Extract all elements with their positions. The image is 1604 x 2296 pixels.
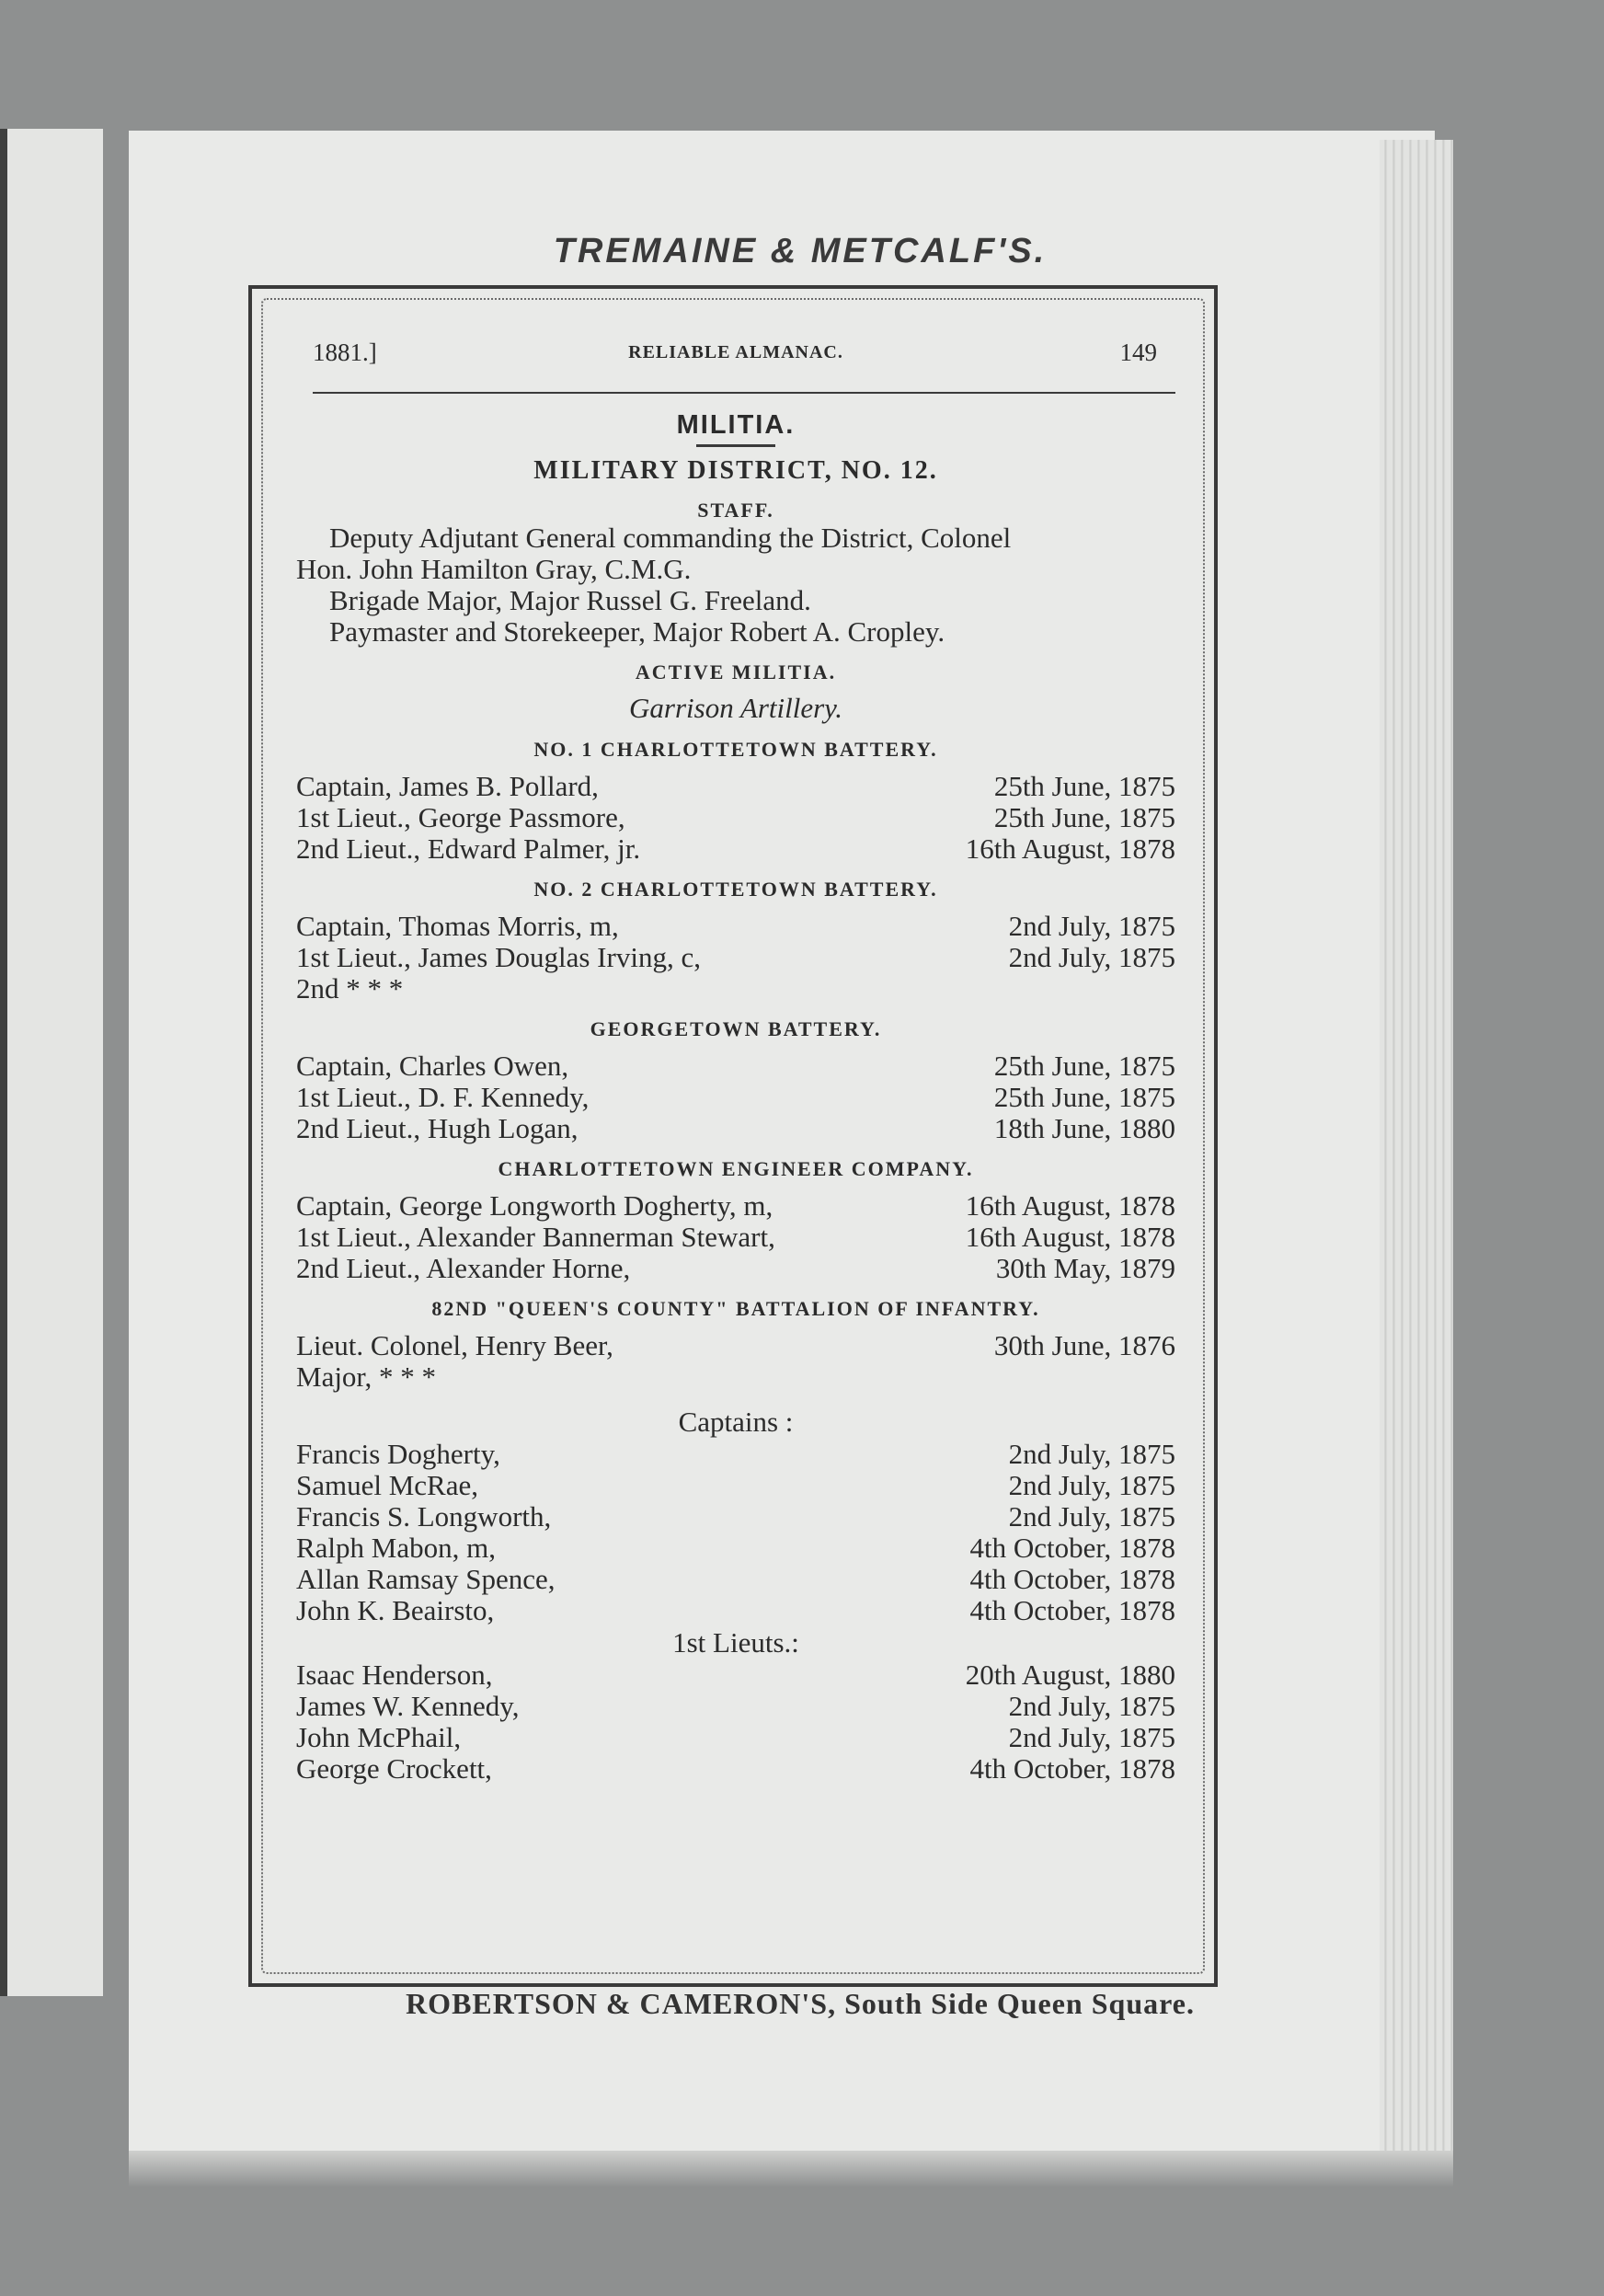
running-head-rule bbox=[313, 392, 1175, 394]
officer-name: 2nd Lieut., Hugh Logan, bbox=[296, 1112, 579, 1144]
staff-block bbox=[296, 522, 1175, 648]
officer-name: Francis S. Longworth, bbox=[296, 1500, 552, 1533]
captains-heading: Captains : bbox=[678, 1406, 794, 1438]
roster-row bbox=[296, 1659, 1175, 1691]
officer-name: Captain, George Longworth Dogherty, m, bbox=[296, 1189, 773, 1222]
units-list bbox=[296, 738, 1175, 1393]
commission-date: 16th August, 1878 bbox=[965, 832, 1175, 865]
officer-name: Allan Ramsay Spence, bbox=[296, 1563, 556, 1595]
unit-section bbox=[296, 1297, 1175, 1393]
roster-row bbox=[296, 1222, 1175, 1253]
roster-row bbox=[296, 973, 1175, 1004]
officer-name: 1st Lieut., D. F. Kennedy, bbox=[296, 1081, 590, 1113]
commission-date: 25th June, 1875 bbox=[993, 770, 1175, 802]
commission-date: 25th June, 1875 bbox=[993, 1050, 1175, 1082]
roster-row bbox=[296, 911, 1175, 942]
unit-section bbox=[296, 738, 1175, 865]
roster-row bbox=[296, 1753, 1175, 1785]
roster-row bbox=[296, 1190, 1175, 1222]
roster-row bbox=[296, 1533, 1175, 1564]
first-lieuts-heading: 1st Lieuts.: bbox=[672, 1626, 799, 1659]
officer-name: 2nd * * * bbox=[296, 972, 404, 1004]
roster-row bbox=[296, 1361, 1175, 1393]
page-number: 149 bbox=[1119, 339, 1157, 366]
officer-name: John K. Beairsto, bbox=[296, 1594, 495, 1626]
commission-date: 4th October, 1878 bbox=[969, 1752, 1175, 1785]
staff-line: Paymaster and Storekeeper, Major Robert A. Cropley. bbox=[329, 615, 945, 648]
page-shadow bbox=[129, 2151, 1453, 2187]
roster-row bbox=[296, 1082, 1175, 1113]
advertisement-bottom: ROBERTSON & CAMERON'S, South Side Queen Square. bbox=[406, 1987, 1195, 2020]
officer-name: 1st Lieut., George Passmore, bbox=[296, 801, 625, 833]
first-lieuts-section bbox=[296, 1626, 1175, 1785]
roster-row bbox=[296, 1470, 1175, 1501]
facing-page bbox=[0, 129, 103, 1996]
roster-row bbox=[296, 833, 1175, 865]
commission-date: 25th June, 1875 bbox=[993, 801, 1175, 833]
commission-date: 30th May, 1879 bbox=[995, 1252, 1175, 1284]
roster-row bbox=[296, 1595, 1175, 1626]
roster-row bbox=[296, 1113, 1175, 1144]
officer-name: Lieut. Colonel, Henry Beer, bbox=[296, 1329, 613, 1361]
roster-row bbox=[296, 802, 1175, 833]
staff-line: Brigade Major, Major Russel G. Freeland. bbox=[329, 584, 811, 616]
officer-name: 2nd Lieut., Edward Palmer, jr. bbox=[296, 832, 641, 865]
commission-date: 4th October, 1878 bbox=[969, 1563, 1175, 1595]
officer-name: George Crockett, bbox=[296, 1752, 492, 1785]
running-head bbox=[296, 331, 1175, 377]
running-head-title: RELIABLE ALMANAC. bbox=[628, 342, 843, 362]
unit-heading: CHARLOTTETOWN ENGINEER COMPANY. bbox=[498, 1157, 974, 1180]
page-content bbox=[296, 331, 1175, 1932]
advertisement-top: TREMAINE & METCALF'S. bbox=[553, 232, 1048, 270]
officer-name: Captain, Charles Owen, bbox=[296, 1050, 569, 1082]
officer-name: Francis Dogherty, bbox=[296, 1438, 500, 1470]
staff-line: Hon. John Hamilton Gray, C.M.G. bbox=[296, 553, 692, 585]
commission-date: 2nd July, 1875 bbox=[1008, 941, 1175, 973]
roster-row bbox=[296, 1050, 1175, 1082]
commission-date: 4th October, 1878 bbox=[969, 1594, 1175, 1626]
officer-name: 1st Lieut., Alexander Bannerman Stewart, bbox=[296, 1221, 775, 1253]
commission-date: 2nd July, 1875 bbox=[1008, 910, 1175, 942]
district-heading: MILITARY DISTRICT, NO. 12. bbox=[533, 456, 938, 485]
commission-date: 2nd July, 1875 bbox=[1008, 1500, 1175, 1533]
captains-section bbox=[296, 1406, 1175, 1626]
officer-name: Captain, James B. Pollard, bbox=[296, 770, 599, 802]
roster-row bbox=[296, 771, 1175, 802]
unit-section bbox=[296, 878, 1175, 1004]
unit-heading: NO. 1 CHARLOTTETOWN BATTERY. bbox=[533, 738, 938, 761]
unit-section bbox=[296, 1157, 1175, 1284]
roster-row bbox=[296, 1564, 1175, 1595]
commission-date: 16th August, 1878 bbox=[965, 1189, 1175, 1222]
commission-date: 2nd July, 1875 bbox=[1008, 1721, 1175, 1753]
commission-date: 4th October, 1878 bbox=[969, 1532, 1175, 1564]
commission-date: 2nd July, 1875 bbox=[1008, 1469, 1175, 1501]
staff-heading: STAFF. bbox=[697, 499, 774, 522]
officer-name: Ralph Mabon, m, bbox=[296, 1532, 496, 1564]
staff-line: Deputy Adjutant General commanding the District, Colonel bbox=[329, 522, 1012, 554]
running-head-year: 1881.] bbox=[313, 339, 377, 366]
commission-date: 2nd July, 1875 bbox=[1008, 1438, 1175, 1470]
unit-section bbox=[296, 1017, 1175, 1144]
commission-date: 16th August, 1878 bbox=[965, 1221, 1175, 1253]
unit-heading: 82ND "QUEEN'S COUNTY" BATTALION OF INFANTRY. bbox=[431, 1297, 1040, 1320]
officer-name: 1st Lieut., James Douglas Irving, c, bbox=[296, 941, 701, 973]
roster-row bbox=[296, 1501, 1175, 1533]
roster-row bbox=[296, 1330, 1175, 1361]
commission-date: 20th August, 1880 bbox=[965, 1659, 1175, 1691]
commission-date: 30th June, 1876 bbox=[993, 1329, 1175, 1361]
facing-page-edge bbox=[0, 129, 7, 1996]
officer-name: 2nd Lieut., Alexander Horne, bbox=[296, 1252, 631, 1284]
roster-row bbox=[296, 1439, 1175, 1470]
unit-heading: NO. 2 CHARLOTTETOWN BATTERY. bbox=[533, 878, 938, 901]
section-title: MILITIA. bbox=[676, 410, 796, 440]
captains-rows bbox=[296, 1439, 1175, 1626]
officer-name: Major, * * * bbox=[296, 1360, 437, 1393]
roster-row bbox=[296, 1691, 1175, 1722]
unit-heading: GEORGETOWN BATTERY. bbox=[590, 1017, 882, 1040]
officer-name: Captain, Thomas Morris, m, bbox=[296, 910, 619, 942]
commission-date: 18th June, 1880 bbox=[993, 1112, 1175, 1144]
officer-name: Isaac Henderson, bbox=[296, 1659, 493, 1691]
officer-name: John McPhail, bbox=[296, 1721, 462, 1753]
commission-date: 2nd July, 1875 bbox=[1008, 1690, 1175, 1722]
page-edges bbox=[1380, 140, 1453, 2173]
title-rule bbox=[696, 444, 775, 447]
officer-name: Samuel McRae, bbox=[296, 1469, 479, 1501]
roster-row bbox=[296, 1722, 1175, 1753]
roster-row bbox=[296, 1253, 1175, 1284]
roster-row bbox=[296, 942, 1175, 973]
garrison-artillery-heading: Garrison Artillery. bbox=[629, 692, 842, 724]
officer-name: James W. Kennedy, bbox=[296, 1690, 520, 1722]
first-lieuts-rows bbox=[296, 1659, 1175, 1785]
active-militia-heading: ACTIVE MILITIA. bbox=[635, 660, 837, 683]
commission-date: 25th June, 1875 bbox=[993, 1081, 1175, 1113]
